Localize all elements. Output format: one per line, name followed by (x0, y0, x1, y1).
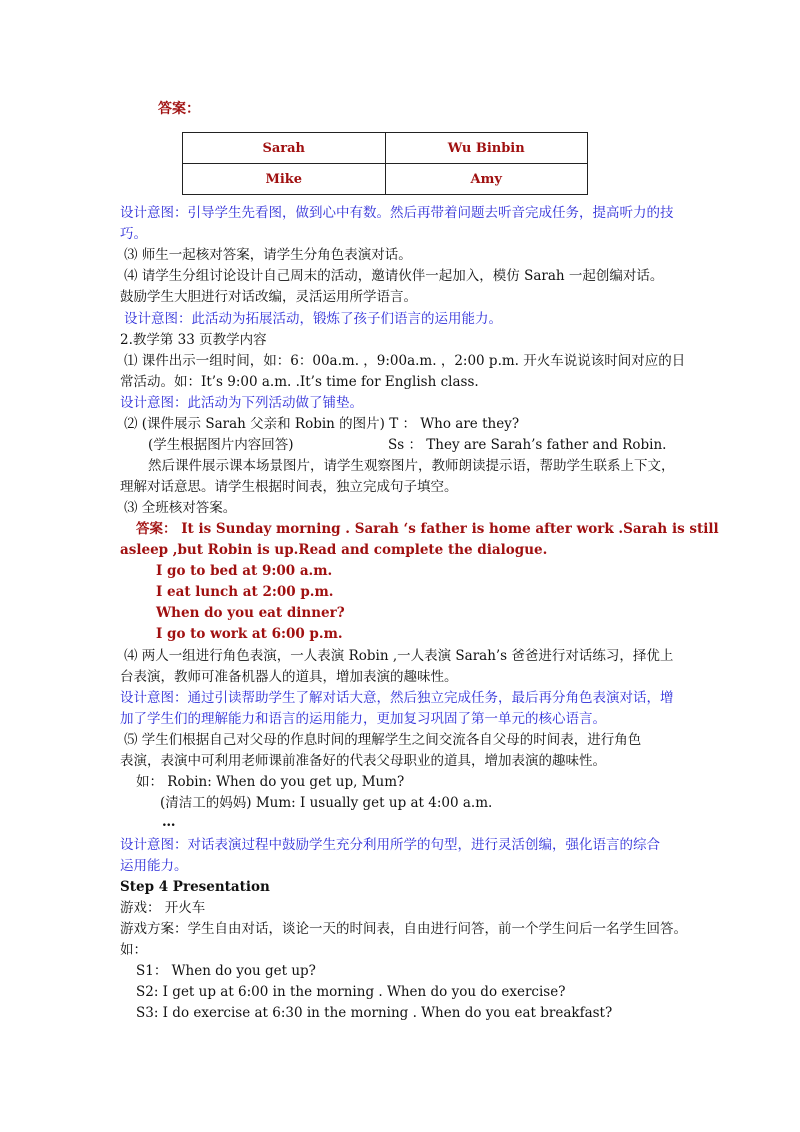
table-cell: Sarah (183, 133, 386, 164)
design-intent-text: 巧。 (120, 226, 147, 242)
step-text: Ss ： They are Sarah’s father and Robin. (388, 437, 667, 453)
design-intent-text: 加了学生们的理解能力和语言的运用能力，更加复习巩固了第一单元的核心语言。 (120, 711, 606, 727)
design-intent-text: 设计意图：对话表演过程中鼓励学生充分利用所学的句型，进行灵活创编，强化语言的综合 (120, 837, 660, 853)
answer-text: asleep ,but Robin is up.Read and complete the dialogue. (120, 542, 548, 558)
table-cell: Wu Binbin (385, 133, 588, 164)
design-intent-text: 设计意图：引导学生先看图，做到心中有数。然后再带着问题去听音完成任务，提高听力的技 (120, 205, 674, 221)
step-text: 台表演，教师可准备机器人的道具，增加表演的趣味性。 (120, 669, 458, 685)
dialogue-line: S1： When do you get up? (136, 963, 316, 979)
answer-table (182, 132, 588, 195)
step-text: 然后课件展示课本场景图片，请学生观察图片，教师朗读提示语，帮助学生联系上下文， (148, 458, 675, 474)
step-text: ⑷ 两人一组进行角色表演，一人表演 Robin ,一人表演 Sarah’s 爸爸进行对话练习，择优上 (124, 648, 674, 664)
answer-text: When do you eat dinner? (156, 605, 345, 621)
dialogue-line: 如： Robin: When do you get up, Mum? (136, 774, 405, 790)
design-intent-text: 设计意图：此活动为下列活动做了铺垫。 (120, 395, 363, 411)
step-text: ⑶ 全班核对答案。 (124, 500, 237, 516)
step-text: ⑶ 师生一起核对答案，请学生分角色表演对话。 (124, 247, 412, 263)
answer-text: I go to work at 6:00 p.m. (156, 626, 343, 642)
step-text: 游戏： 开火车 (120, 900, 206, 916)
answer-text: 答案： It is Sunday morning . Sarah ‘s father is home after work .Sarah is still (136, 521, 719, 537)
step-text: 常活动。如：It’s 9:00 a.m. .It’s time for English class. (120, 374, 479, 390)
table-row (183, 164, 588, 195)
table-row (183, 133, 588, 164)
step-text: ⑴ 课件出示一组时间，如：6：00a.m. ，9:00a.m. ，2:00 p.m. 开火车说说该时间对应的日 (124, 353, 686, 369)
section-heading: Step 4 Presentation (120, 879, 270, 895)
design-intent-text: 设计意图：通过引读帮助学生了解对话大意，然后独立完成任务，最后再分角色表演对话，增 (120, 690, 674, 706)
section-heading: 2.教学第 33 页教学内容 (120, 332, 267, 348)
dialogue-line: S2: I get up at 6:00 in the morning . When do you do exercise? (136, 984, 566, 1000)
step-text: 如： (120, 942, 147, 958)
answer-label: 答案： (158, 101, 200, 117)
design-intent-text: 运用能力。 (120, 858, 188, 874)
answer-text: I eat lunch at 2:00 p.m. (156, 584, 334, 600)
step-text: 游戏方案：学生自由对话，谈论一天的时间表，自由进行问答，前一个学生问后一名学生回答。 (120, 921, 687, 937)
step-text: ⑵ (课件展示 Sarah 父亲和 Robin 的图片) T ： Who are they? (124, 416, 520, 432)
dialogue-line: S3: I do exercise at 6:30 in the morning . When do you eat breakfast? (136, 1005, 613, 1021)
step-text: 表演，表演中可利用老师课前准备好的代表父母职业的道具，增加表演的趣味性。 (120, 753, 606, 769)
step-text: 理解对话意思。请学生根据时间表，独立完成句子填空。 (120, 479, 458, 495)
ellipsis: … (162, 814, 176, 830)
step-text: 鼓励学生大胆进行对话改编，灵活运用所学语言。 (120, 289, 417, 305)
table-cell: Mike (183, 164, 386, 195)
dialogue-line: (清洁工的妈妈) Mum: I usually get up at 4:00 a.m. (160, 795, 493, 811)
table-cell: Amy (385, 164, 588, 195)
step-text: ⑸ 学生们根据自己对父母的作息时间的理解学生之间交流各自父母的时间表，进行角色 (124, 732, 642, 748)
step-text: ⑷ 请学生分组讨论设计自己周末的活动，邀请伙伴一起加入，模仿 Sarah 一起创编对话。 (124, 268, 664, 284)
answer-text: I go to bed at 9:00 a.m. (156, 563, 333, 579)
step-text: (学生根据图片内容回答) (148, 437, 294, 453)
design-intent-text: 设计意图：此活动为拓展活动，锻炼了孩子们语言的运用能力。 (124, 311, 502, 327)
